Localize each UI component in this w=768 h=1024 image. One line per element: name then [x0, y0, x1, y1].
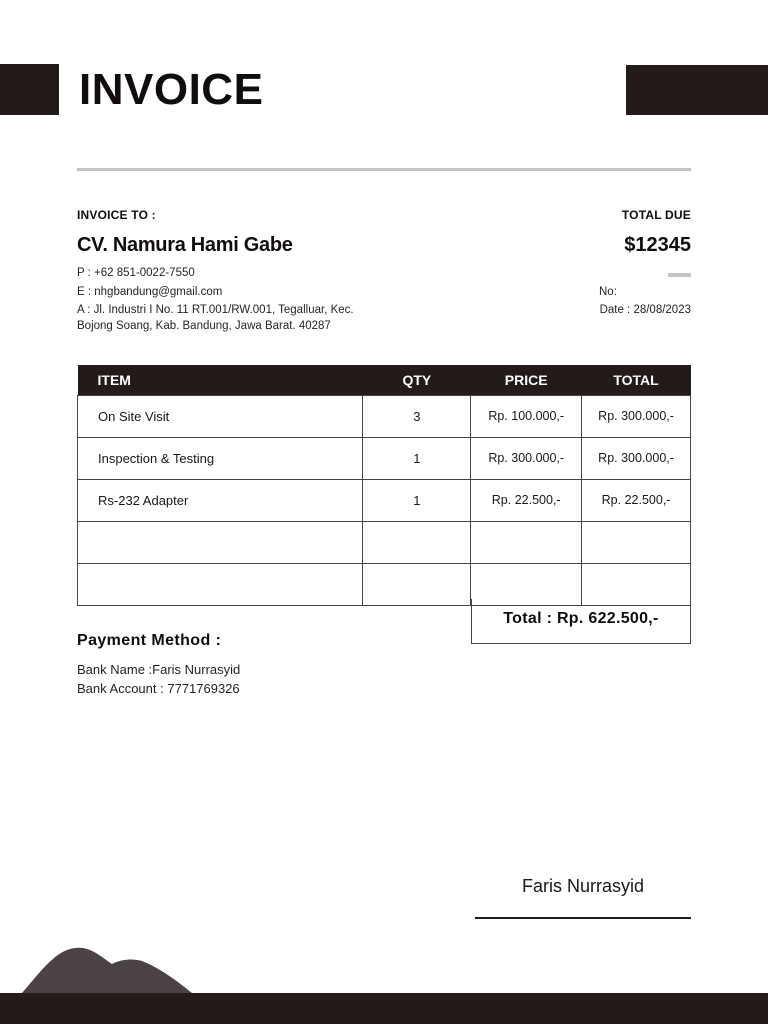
item-cell: Rs-232 Adapter	[78, 479, 363, 521]
invoice-date: Date : 28/08/2023	[599, 304, 691, 316]
table-row	[78, 521, 691, 563]
total-due-label: TOTAL DUE	[621, 208, 691, 222]
column-header-qty: QTY	[363, 365, 471, 395]
total-cell: Rp. 22.500,-	[582, 479, 691, 521]
invoice-to-label: INVOICE TO :	[77, 208, 156, 222]
qty-cell: 1	[363, 479, 471, 521]
header-accent-bar-right	[626, 65, 768, 115]
table-row	[78, 395, 691, 437]
total-cell: Rp. 300.000,-	[582, 437, 691, 479]
footer-bar	[0, 993, 768, 1024]
price-cell: Rp. 22.500,-	[471, 479, 582, 521]
qty-cell	[363, 563, 471, 605]
page-title: INVOICE	[79, 65, 264, 114]
item-cell: Inspection & Testing	[78, 437, 363, 479]
items-table	[77, 365, 691, 606]
mountain-decoration	[0, 940, 200, 1000]
total-cell	[582, 521, 691, 563]
column-header-item: ITEM	[78, 365, 363, 395]
table-header-row	[78, 365, 691, 395]
price-cell: Rp. 300.000,-	[471, 437, 582, 479]
qty-cell: 1	[363, 437, 471, 479]
signatory-name: Faris Nurrasyid	[521, 876, 645, 896]
client-phone: P : +62 851-0022-7550	[77, 267, 195, 279]
table-row	[78, 437, 691, 479]
qty-cell: 3	[363, 395, 471, 437]
invoice-number-label: No:	[599, 286, 617, 298]
column-header-price: PRICE	[471, 365, 582, 395]
client-email: E : nhgbandung@gmail.com	[77, 286, 223, 298]
item-cell	[78, 521, 363, 563]
bank-name: Bank Name :Faris Nurrasyid	[77, 662, 241, 677]
signature-line	[475, 917, 691, 919]
column-header-total: TOTAL	[582, 365, 691, 395]
table-row	[78, 479, 691, 521]
price-cell: Rp. 100.000,-	[471, 395, 582, 437]
header-accent-bar-left	[0, 64, 59, 115]
item-cell: On Site Visit	[78, 395, 363, 437]
qty-cell	[363, 521, 471, 563]
item-cell	[78, 563, 363, 605]
bank-account: Bank Account : 7771769326	[77, 681, 240, 696]
header-divider	[77, 168, 691, 171]
grand-total: Total : Rp. 622.500,-	[471, 599, 691, 644]
mountain-shape	[22, 948, 192, 993]
total-cell: Rp. 300.000,-	[582, 395, 691, 437]
total-due-value: $12345	[624, 234, 691, 256]
client-address-line1: A : Jl. Industri I No. 11 RT.001/RW.001, Tegalluar, Kec.	[77, 304, 354, 316]
price-cell	[471, 521, 582, 563]
payment-method-title: Payment Method :	[77, 632, 222, 649]
client-name: CV. Namura Hami Gabe	[77, 234, 293, 256]
total-due-divider	[668, 273, 691, 277]
client-address-line2: Bojong Soang, Kab. Bandung, Jawa Barat. 40287	[77, 320, 331, 332]
